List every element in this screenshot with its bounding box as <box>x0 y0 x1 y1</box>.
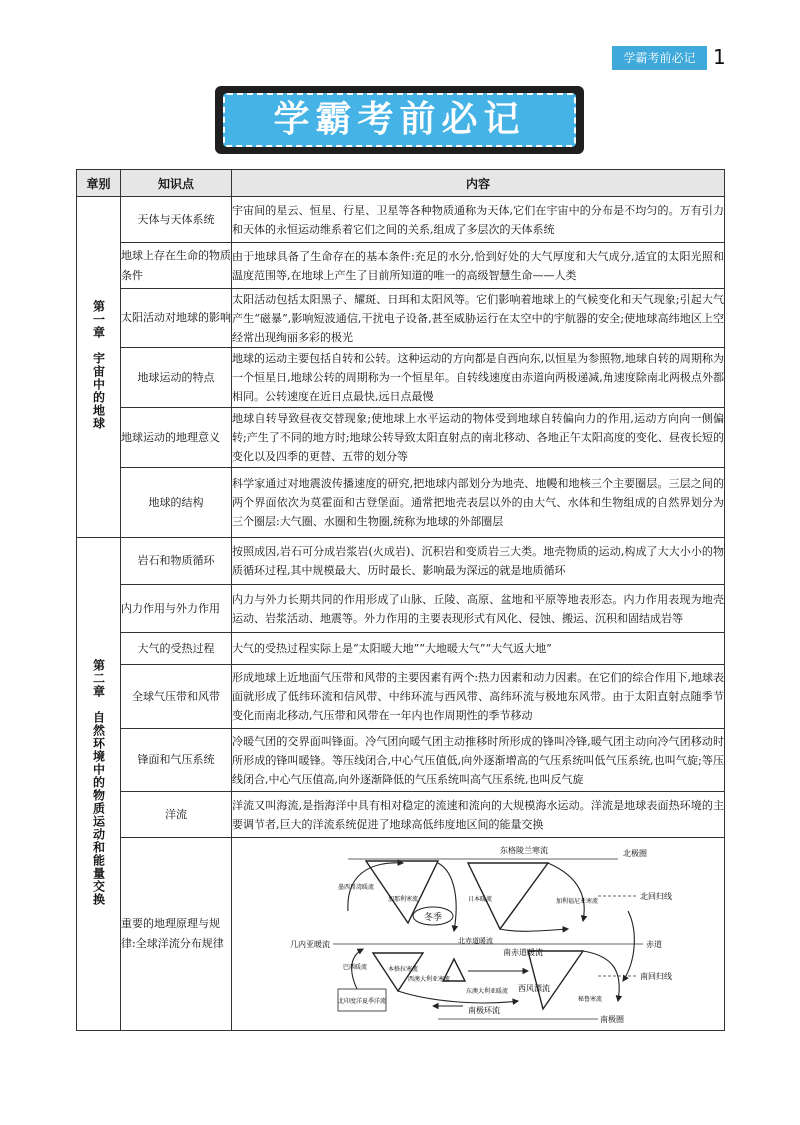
label-gulf-stream: 墨西哥湾暖流 <box>338 884 375 891</box>
label-antarctic-circumpolar: 南极环流 <box>468 1006 500 1015</box>
content-cell: 大气的受热过程实际上是“太阳暖大地”“大地暖大气”“大气返大地” <box>232 633 725 665</box>
header-chapter: 章别 <box>77 170 121 197</box>
label-tropic-capricorn: 南回归线 <box>640 972 672 981</box>
chapter-1-cell <box>77 197 121 538</box>
knowledge-point: 锋面和气压系统 <box>121 729 232 792</box>
knowledge-point: 地球运动的特点 <box>121 348 232 408</box>
table-row <box>77 633 725 665</box>
current-arrow <box>623 911 634 981</box>
label-guinea: 几内亚暖流 <box>290 940 330 949</box>
content-cell: 地球自转导致昼夜交替现象;使地球上水平运动的物体受到地球自转偏向力的作用,运动方向向一侧偏转;产生了不同的地方时;地球公转导致太阳直射点的南北移动、各地正午太阳高度的变化、昼夜长短的变化以及四季的更替、五带的划分等 <box>232 408 725 468</box>
label-greenland: 东格陵兰寒流 <box>500 846 548 855</box>
content-cell: 太阳活动包括太阳黑子、耀斑、日珥和太阳风等。它们影响着地球上的气候变化和天气现象;引起大气产生“磁暴”,影响短波通信,干扰电子设备,甚至威胁运行在太空中的宇航器的安全;使地球高纬地区上空经常出现绚丽多彩的极光 <box>232 289 725 348</box>
content-cell: 科学家通过对地震波传播速度的研究,把地球内部划分为地壳、地幔和地核三个主要圈层。三层之间的两个界面依次为莫霍面和古登堡面。通常把地壳表层以外的由大气、水体和生物组成的自然界划分为三个圈层:大气圈、水圈和生物圈,统称为地球的外部圈层 <box>232 468 725 538</box>
content-cell: 由于地球具备了生命存在的基本条件:充足的水分,恰到好处的大气厚度和大气成分,适宜的太阳光照和温度范围等,在地球上产生了目前所知道的唯一的高级智慧生命——人类 <box>232 243 725 289</box>
content-cell: 按照成因,岩石可分成岩浆岩(火成岩)、沉积岩和变质岩三大类。地壳物质的运动,构成了大大小小的物质循环过程,其中规模最大、历时最长、影响最为深远的就是地质循环 <box>232 538 725 585</box>
ocean-current-map <box>238 841 718 1027</box>
knowledge-point: 岩石和物质循环 <box>121 538 232 585</box>
table-row <box>77 243 725 289</box>
label-kuroshio: 日本暖流 <box>468 896 493 903</box>
content-cell: 内力与外力长期共同的作用形成了山脉、丘陵、高原、盆地和平原等地表形态。内力作用表现为地壳运动、岩浆活动、地震等。外力作用的主要表现形式有风化、侵蚀、搬运、沉积和固结成岩等 <box>232 585 725 633</box>
knowledge-point: 大气的受热过程 <box>121 633 232 665</box>
table-row <box>77 468 725 538</box>
chapter-2-label: 第二章 自然环境中的物质运动和能量交换 <box>91 658 106 906</box>
table-row <box>77 729 725 792</box>
knowledge-point: 地球上存在生命的物质条件 <box>121 243 232 289</box>
knowledge-table <box>76 169 725 1031</box>
title-banner-inner <box>223 93 576 147</box>
label-california: 加利福尼亚寒流 <box>556 898 599 905</box>
label-north-pole: 北极圈 <box>623 849 647 858</box>
label-east-australia: 东澳大利亚暖流 <box>466 988 509 995</box>
content-cell: 宇宙间的星云、恒星、行星、卫星等各种物质通称为天体,它们在宇宙中的分布是不均匀的。万有引力和天体的永恒运动维系着它们之间的关系,组成了多层次的天体系统 <box>232 197 725 243</box>
knowledge-point: 地球运动的地理意义 <box>121 408 232 468</box>
knowledge-point: 地球的结构 <box>121 468 232 538</box>
label-brazil: 巴西暖流 <box>343 964 368 971</box>
label-winter: 冬季 <box>423 913 443 923</box>
label-s-equatorial: 南赤道暖流 <box>503 948 543 957</box>
content-cell: 地球的运动主要包括自转和公转。这种运动的方向都是自西向东,以恒星为参照物,地球自转的周期称为一个恒星日,地球公转的周期称为一个恒星年。自转线速度由赤道向两极递减,角速度除南北两极点外都相同。公转速度在近日点最快,远日点最慢 <box>232 348 725 408</box>
knowledge-point: 天体与天体系统 <box>121 197 232 243</box>
label-antarctic: 南极圈 <box>600 1015 624 1024</box>
label-west-australia: 西澳大利亚寒流 <box>408 976 451 983</box>
knowledge-point: 全球气压带和风带 <box>121 665 232 729</box>
table-header-row <box>77 170 725 197</box>
content-cell: 冷暖气团的交界面叫锋面。冷气团向暖气团主动推移时所形成的锋叫冷锋,暖气团主动向冷气团移动时所形成的锋叫暖锋。等压线闭合,中心气压值低,向外逐渐增高的气压系统叫低气压系统,也叫气旋;等压线闭合,中心气压值高,向外逐渐降低的气压系统叫高气压系统,也叫反气旋 <box>232 729 725 792</box>
label-tropic-cancer: 北回归线 <box>640 892 672 901</box>
knowledge-point: 太阳活动对地球的影响 <box>121 289 232 348</box>
table-row <box>77 585 725 633</box>
table-row <box>77 289 725 348</box>
header-point: 知识点 <box>121 170 232 197</box>
content-cell: 形成地球上近地面气压带和风带的主要因素有两个:热力因素和动力因素。在它们的综合作用下,地球表面就形成了低纬环流和信风带、中纬环流与西风带、高纬环流与极地东风带。由于太阳直射点随季节变化而南北移动,气压带和风带在一年内也作周期性的季节移动 <box>232 665 725 729</box>
page-title: 学霸考前必记 <box>273 99 526 140</box>
table-row <box>77 792 725 838</box>
label-benguela: 本格拉寒流 <box>388 966 419 973</box>
label-north-indian: 北印度洋夏季洋流 <box>337 998 387 1005</box>
knowledge-point: 重要的地理原理与规律:全球洋流分布规律 <box>121 838 232 1031</box>
table-row <box>77 348 725 408</box>
table-row <box>77 838 725 1031</box>
current-arrow <box>548 863 584 921</box>
table-row <box>77 197 725 243</box>
knowledge-point: 内力作用与外力作用 <box>121 585 232 633</box>
page-number: 1 <box>713 45 726 69</box>
chapter-2-cell <box>77 538 121 1031</box>
content-cell: 洋流又叫海流,是指海洋中具有相对稳定的流速和流向的大规模海水运动。洋流是地球表面热环境的主要调节者,巨大的洋流系统促进了地球高低纬度地区间的能量交换 <box>232 792 725 838</box>
chapter-1-label: 第一章 宇宙中的地球 <box>91 300 106 430</box>
label-n-equatorial: 北赤道暖流 <box>458 937 493 945</box>
label-west-wind: 西风漂流 <box>518 984 550 993</box>
label-peru: 秘鲁寒流 <box>578 996 603 1003</box>
table-row <box>77 408 725 468</box>
knowledge-point: 洋流 <box>121 792 232 838</box>
label-equator: 赤道 <box>646 940 662 949</box>
header-tag: 学霸考前必记 <box>612 46 707 70</box>
ocean-map-cell <box>232 838 725 1031</box>
label-canary: 加那利寒流 <box>388 896 419 903</box>
title-banner <box>215 86 584 154</box>
header-content: 内容 <box>232 170 725 197</box>
south-america-shape <box>528 951 583 1009</box>
current-arrow <box>500 929 568 931</box>
table-row <box>77 538 725 585</box>
table-row <box>77 665 725 729</box>
